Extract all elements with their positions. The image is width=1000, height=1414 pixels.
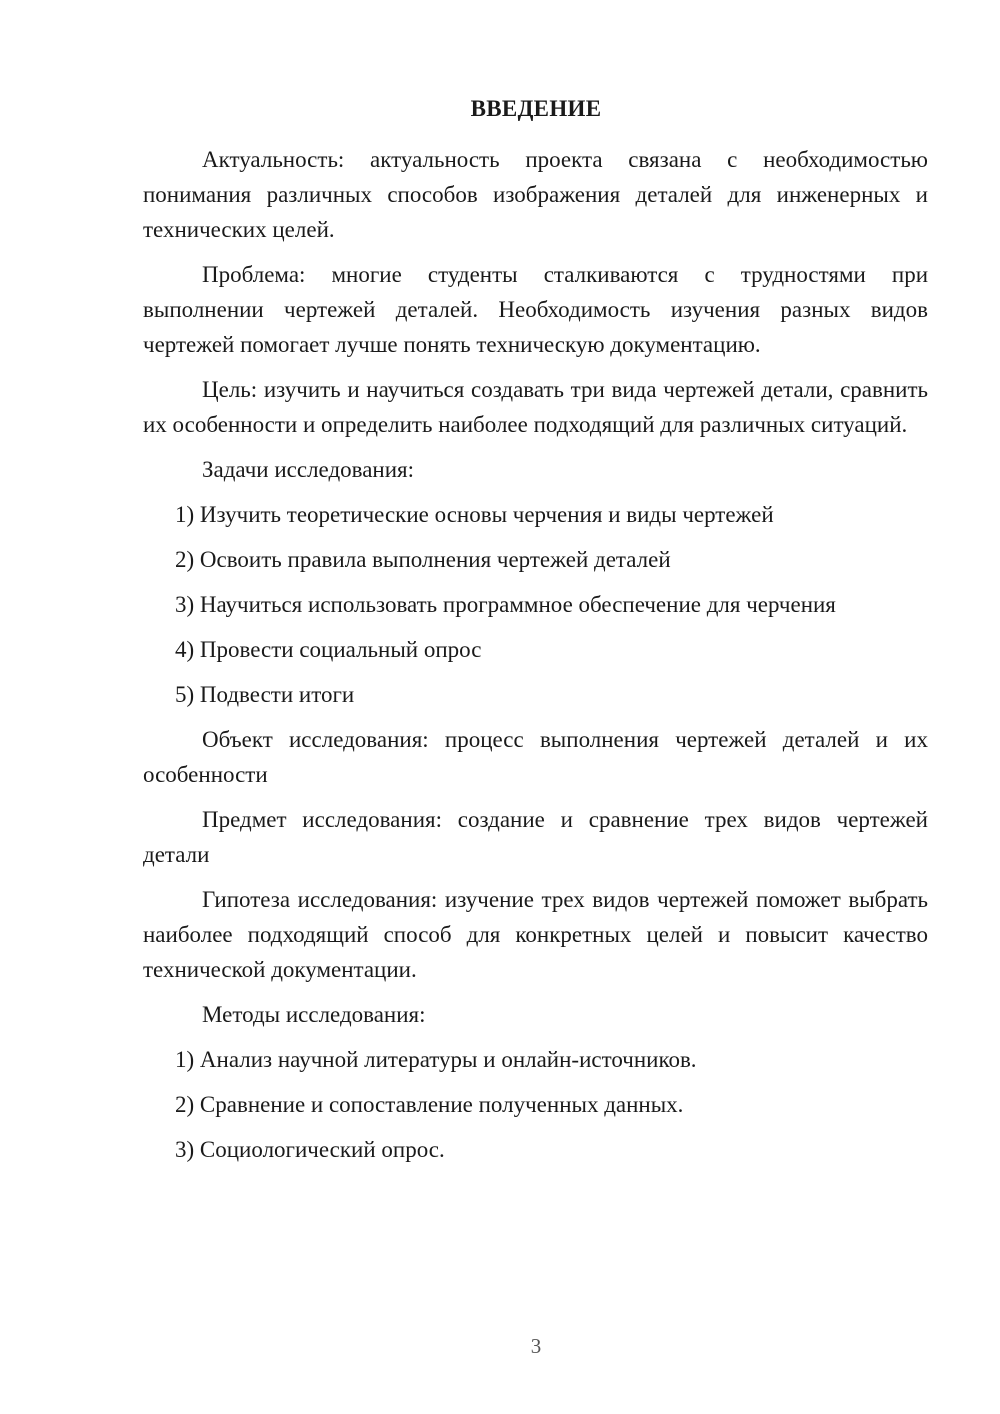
task-item: 2) Освоить правила выполнения чертежей деталей [175, 547, 671, 572]
page-number: 3 [530, 1334, 542, 1358]
problem-paragraph: Проблема: многие студенты сталкиваются с трудностями при выполнении чертежей деталей. Необходимость изучения разных видов чертежей помогает лучше понять техническую документацию. [143, 262, 928, 357]
task-item: 4) Провести социальный опрос [175, 637, 482, 662]
goal-paragraph: Цель: изучить и научиться создавать три вида чертежей детали, сравнить их особенности и определить наиболее подходящий для различных ситуаций. [143, 377, 928, 437]
method-item: 3) Социологический опрос. [175, 1137, 445, 1162]
method-item: 2) Сравнение и сопоставление полученных данных. [175, 1092, 684, 1117]
task-item: 1) Изучить теоретические основы черчения и виды чертежей [175, 502, 774, 527]
document-body [143, 142, 928, 1177]
page-title: ВВЕДЕНИЕ [470, 96, 602, 121]
method-item: 1) Анализ научной литературы и онлайн-источников. [175, 1047, 697, 1072]
task-item: 3) Научиться использовать программное обеспечение для черчения [175, 592, 836, 617]
relevance-paragraph: Актуальность: актуальность проекта связана с необходимостью понимания различных способов изображения деталей для инженерных и технических целей. [143, 147, 928, 242]
subject-paragraph: Предмет исследования: создание и сравнение трех видов чертежей детали [143, 807, 928, 867]
tasks-heading: Задачи исследования: [202, 457, 415, 482]
hypothesis-paragraph: Гипотеза исследования: изучение трех видов чертежей поможет выбрать наиболее подходящий способ для конкретных целей и повысит качество технической документации. [143, 887, 928, 982]
methods-heading: Методы исследования: [202, 1002, 426, 1027]
object-paragraph: Объект исследования: процесс выполнения чертежей деталей и их особенности [143, 727, 928, 787]
task-item: 5) Подвести итоги [175, 682, 355, 707]
